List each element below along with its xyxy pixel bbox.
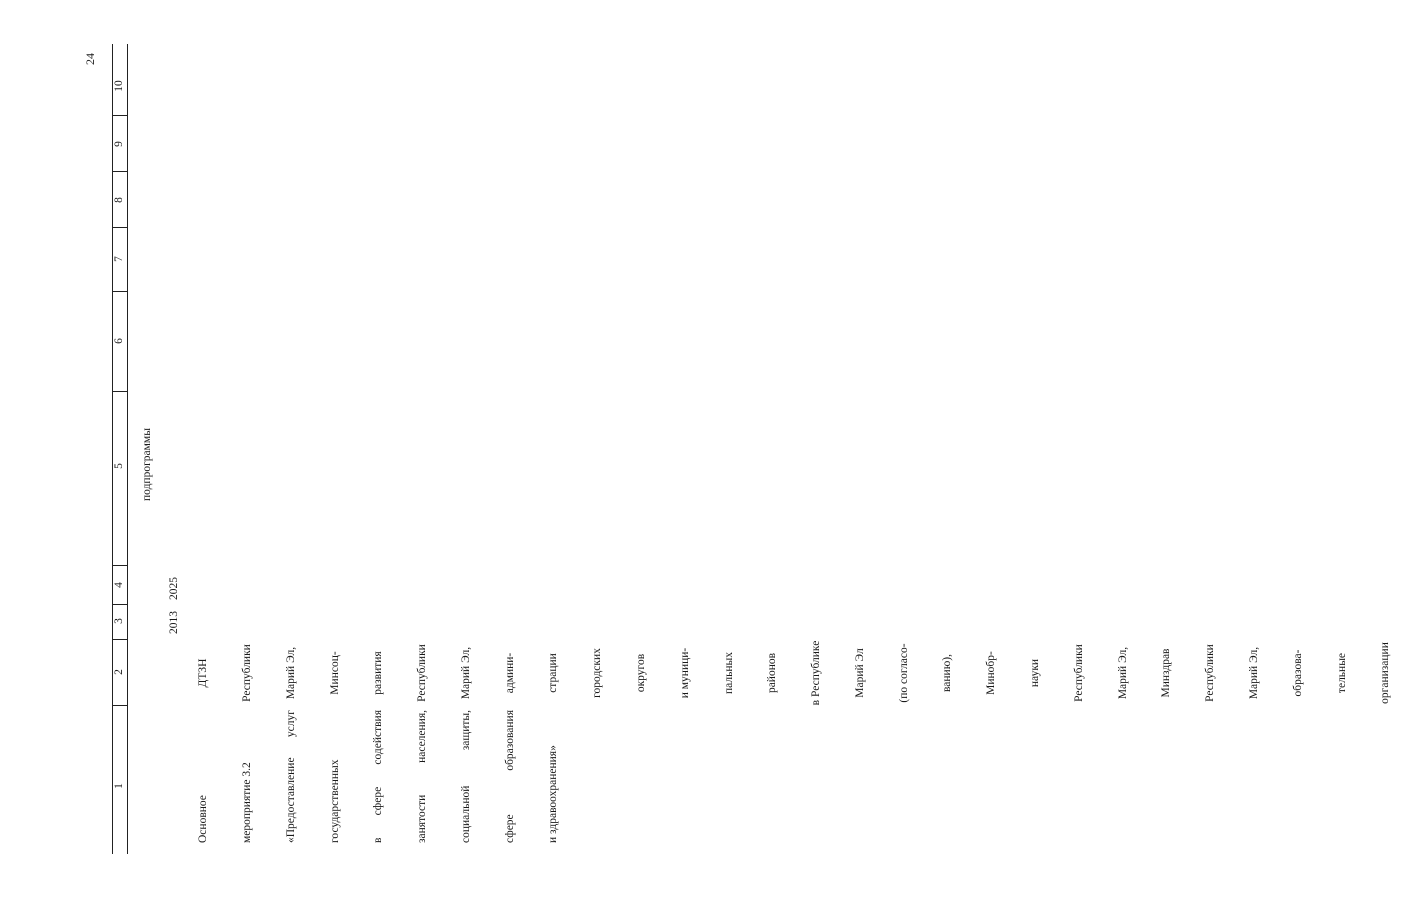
column-header-6: 6: [113, 338, 125, 344]
measure-name-line: и здравоохранения»: [547, 745, 560, 843]
measure-name: [167, 710, 590, 843]
measure-name-line: «Предоставление услуг: [284, 710, 297, 843]
column-divider: [112, 291, 127, 292]
executor-line: Минздрав: [1160, 648, 1173, 698]
measure-name-line: социальной защиты,: [459, 710, 472, 843]
executor-line: (по согласо-: [897, 643, 910, 703]
executor-line: Республики: [240, 644, 253, 702]
column-divider: [112, 115, 127, 116]
column-divider: [112, 391, 127, 392]
executor-line: образова-: [1291, 649, 1304, 697]
executor-line: Республики: [416, 644, 429, 702]
executor-cell: [167, 640, 1422, 706]
table-top-rule: [112, 44, 113, 854]
measure-name-line: сфере образования: [503, 710, 516, 843]
executor-line: Марий Эл,: [459, 646, 472, 700]
executor-line: в Республике: [810, 640, 823, 706]
column-header-1: 1: [113, 783, 125, 789]
column-header-5: 5: [113, 463, 125, 469]
page-number: 24: [83, 53, 97, 65]
executor-line: пальных: [722, 652, 735, 694]
executor-line: Марий Эл,: [1116, 646, 1129, 700]
executor-line: и муници-: [678, 647, 691, 699]
measure-name-line: государственных: [328, 759, 341, 843]
executor-line: Марий Эл,: [1247, 646, 1260, 700]
executor-line: Минсоц-: [328, 651, 341, 695]
executor-line: развития: [372, 651, 385, 695]
executor-line: городских: [591, 648, 604, 698]
executor-line: организации: [1379, 642, 1392, 704]
measure-name-line: мероприятие 3.2: [240, 762, 253, 843]
end-year: 2025: [168, 577, 180, 600]
executor-line: Марий Эл,: [284, 646, 297, 700]
executor-line: районов: [766, 652, 779, 694]
column-divider: [112, 565, 127, 566]
column-divider: [112, 227, 127, 228]
measure-name-line: занятости населения,: [416, 710, 429, 843]
column-header-9: 9: [113, 141, 125, 147]
column-header-2: 2: [113, 669, 125, 675]
start-year: 2013: [168, 611, 180, 634]
column-divider: [112, 639, 127, 640]
column-divider: [112, 171, 127, 172]
executor-line: тельные: [1335, 652, 1348, 694]
executor-line: админи-: [503, 652, 516, 694]
column-header-10: 10: [113, 80, 125, 92]
executor-line: науки: [1029, 658, 1042, 688]
executor-line: страции: [547, 653, 560, 693]
executor-line: ванию),: [941, 654, 954, 692]
header-bottom-rule: [127, 44, 128, 854]
column-header-4: 4: [113, 582, 125, 588]
executor-line: Республики: [1072, 644, 1085, 702]
column-header-7: 7: [113, 256, 125, 262]
measure-name-line: Основное: [197, 795, 210, 843]
executor-line: Республики: [1204, 644, 1217, 702]
executor-line: Марий Эл: [853, 648, 866, 698]
subprogram-label: подпрограммы: [141, 428, 153, 501]
column-header-3: 3: [113, 618, 125, 624]
executor-line: Минобр-: [985, 651, 998, 695]
column-divider: [112, 705, 127, 706]
executor-line: ДТЗН: [197, 658, 210, 688]
column-divider: [112, 604, 127, 605]
measure-name-line: в сфере содействия: [372, 710, 385, 843]
column-header-8: 8: [113, 197, 125, 203]
executor-line: округов: [635, 653, 647, 693]
